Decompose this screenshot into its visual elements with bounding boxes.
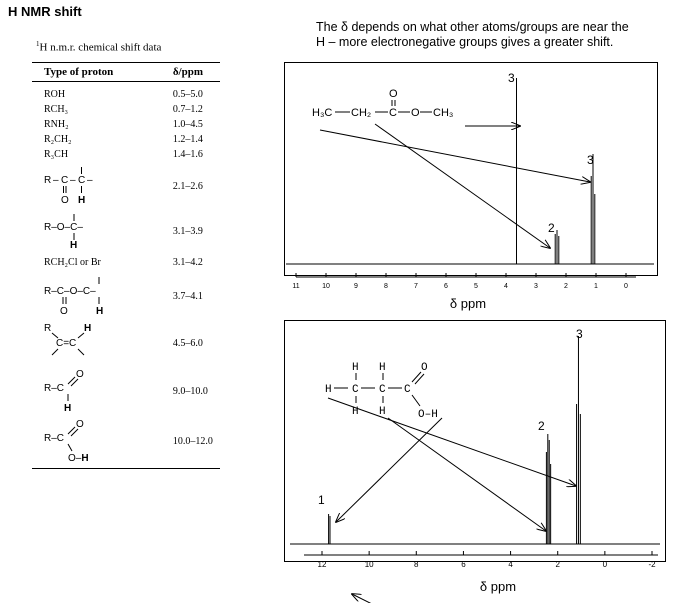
page-title: H NMR shift — [8, 4, 82, 19]
svg-text:R–C: R–C — [44, 432, 65, 444]
proton-type-structure — [32, 416, 159, 468]
table-row — [32, 162, 220, 210]
ester-alpha-structure — [44, 274, 144, 318]
mol-ch3: CH₃ — [433, 107, 454, 119]
axis-tick-label: 6 — [444, 283, 448, 290]
aldehyde-structure — [44, 369, 134, 413]
axis-tick-label: 11 — [292, 283, 300, 290]
proton-type-cell: RNH₂ — [44, 119, 69, 131]
axis-tick-label: 10 — [322, 283, 330, 290]
ketone-alpha-structure — [44, 165, 134, 207]
table-row — [32, 272, 220, 320]
mol-h-bottom-1: H — [352, 406, 359, 418]
proton-type-cell: R₂CH₂ — [44, 134, 72, 146]
table-row — [32, 252, 220, 272]
svg-text:R–C–O–C–: R–C–O–C– — [44, 286, 96, 298]
svg-text:O: O — [76, 418, 84, 430]
mol-o-carbonyl: O — [389, 88, 398, 100]
svg-text:H: H — [84, 323, 92, 335]
shift-cell: 3.7–4.1 — [172, 290, 203, 302]
svg-text:–: – — [53, 175, 59, 187]
axis-tick-label: 9 — [354, 283, 358, 290]
axis-tick-label: 5 — [474, 283, 478, 290]
proton-type-cell: R₃CH — [44, 149, 69, 161]
axis-tick-label: 2 — [555, 560, 560, 569]
spectrum-1-peaks — [517, 78, 595, 264]
mol-h-left: H — [325, 384, 332, 396]
header-proton-type: Type of proton — [32, 62, 159, 81]
shift-cell: 4.5–6.0 — [172, 337, 203, 349]
table-row — [32, 416, 220, 468]
axis-tick-label: 1 — [594, 283, 598, 290]
proton-type-structure — [32, 210, 159, 252]
proton-type-structure — [32, 366, 159, 416]
mol-c3: C — [404, 384, 411, 396]
svg-text:R–O–C–: R–O–C– — [44, 222, 83, 234]
svg-text:O: O — [60, 306, 68, 318]
spectrum-2-ticks — [318, 551, 657, 569]
table-row — [32, 87, 220, 102]
proton-type-structure — [32, 162, 159, 210]
shift-cell: 3.1–3.9 — [172, 225, 203, 237]
shift-cell: 0.5–5.0 — [172, 89, 203, 101]
spectrum-1-ticks — [292, 273, 628, 290]
svg-text:H: H — [64, 403, 72, 414]
axis-tick-label: 4 — [504, 283, 508, 290]
spectrum-1 — [280, 60, 670, 320]
peak-label-cooh: 1 — [318, 493, 325, 507]
explanation-text — [316, 20, 676, 50]
mol-h3c: H₃C — [312, 107, 333, 119]
axis-tick-label: 7 — [414, 283, 418, 290]
explanation-line-2: H – more electronegative groups gives a greater shift. — [316, 35, 614, 49]
carboxylic-acid-structure — [44, 419, 134, 465]
svg-text:O: O — [61, 195, 69, 207]
mol-h-bottom-2: H — [379, 406, 386, 418]
axis-tick-label: -2 — [648, 560, 656, 569]
mol-c: C — [389, 107, 397, 119]
shift-cell: 9.0–10.0 — [172, 385, 208, 397]
shift-data-table — [32, 40, 220, 469]
mol-o-carbonyl: O — [421, 362, 428, 374]
explanation-line-1: The δ depends on what other atoms/groups are near the — [316, 20, 629, 34]
arrow-ch3 — [328, 398, 576, 486]
peak-label-ester-ch3: 3 — [508, 71, 515, 85]
mol-c1: C — [352, 384, 359, 396]
shift-cell: 1.0–4.5 — [172, 119, 203, 131]
mol-oh: O–H — [418, 409, 438, 421]
table-header-row — [32, 62, 220, 81]
shift-cell: 0.7–1.2 — [172, 104, 203, 116]
axis-tick-label: 2 — [564, 283, 568, 290]
proton-type-cell: RCH₃ — [44, 104, 69, 116]
shift-cell: 2.1–2.6 — [172, 180, 203, 192]
table-row — [32, 210, 220, 252]
svg-text:O: O — [76, 369, 84, 381]
svg-text:H: H — [96, 306, 104, 318]
peak-label-ch2: 2 — [548, 221, 555, 235]
mol-o: O — [411, 107, 420, 119]
axis-tick-label: 3 — [534, 283, 538, 290]
axis-tick-label: 8 — [414, 560, 419, 569]
axis-tick-label: 8 — [384, 283, 388, 290]
axis-tick-label: 12 — [317, 560, 327, 569]
proton-type-cell: RCH₂Cl or Br — [44, 256, 101, 268]
svg-text:R: R — [44, 323, 52, 335]
table-row — [32, 102, 220, 117]
peak-label-ch3: 3 — [576, 327, 583, 341]
table-caption — [36, 40, 220, 54]
svg-text:H: H — [70, 240, 78, 251]
methyl-propanoate-structure — [312, 88, 453, 119]
svg-text:–: – — [87, 175, 93, 187]
shift-cell: 10.0–12.0 — [159, 416, 220, 468]
ether-alpha-structure — [44, 212, 134, 250]
caption-superscript: 1 — [36, 40, 40, 48]
proton-type-structure — [32, 320, 159, 366]
spectrum-2 — [280, 318, 680, 603]
propanoic-acid-structure — [325, 362, 438, 421]
svg-text:H: H — [78, 195, 86, 207]
spectrum-2-peaks — [329, 336, 581, 544]
alkene-structure — [44, 323, 134, 363]
svg-text:C=C: C=C — [56, 338, 77, 350]
table-row — [32, 117, 220, 132]
mol-h-top-2: H — [379, 362, 386, 374]
stray-arrow — [352, 594, 372, 603]
axis-tick-label: 6 — [461, 560, 466, 569]
svg-text:O–H: O–H — [68, 452, 89, 464]
proton-type-structure — [32, 272, 159, 320]
shift-table — [32, 62, 220, 469]
spectrum-1-xlabel: δ ppm — [449, 296, 487, 311]
peak-label-ch2: 2 — [538, 419, 545, 433]
axis-tick-label: 0 — [624, 283, 628, 290]
table-row — [32, 366, 220, 416]
svg-text:C: C — [61, 175, 69, 187]
mol-c2: C — [379, 384, 386, 396]
arrow-ethyl-ch3 — [320, 130, 590, 182]
shift-cell: 1.4–1.6 — [172, 149, 203, 161]
shift-cell: 1.2–1.4 — [172, 134, 203, 146]
mol-ch2: CH₂ — [351, 107, 372, 119]
arrow-ch2 — [388, 418, 546, 531]
peak-label-ethyl-ch3: 3 — [587, 153, 594, 167]
svg-text:–: – — [70, 175, 76, 187]
svg-text:C: C — [78, 175, 86, 187]
proton-type-cell: ROH — [44, 89, 66, 101]
header-shift: δ/ppm — [159, 62, 220, 81]
svg-text:R: R — [44, 175, 52, 187]
table-row — [32, 320, 220, 366]
axis-tick-label: 4 — [508, 560, 513, 569]
shift-cell: 3.1–4.2 — [172, 256, 203, 268]
axis-tick-label: 10 — [364, 560, 374, 569]
mol-h-top-1: H — [352, 362, 359, 374]
svg-text:R–C: R–C — [44, 383, 65, 395]
table-row — [32, 132, 220, 147]
caption-text: H n.m.r. chemical shift data — [39, 41, 162, 54]
arrow-cooh — [336, 418, 442, 522]
table-row — [32, 147, 220, 162]
axis-tick-label: 0 — [602, 560, 608, 569]
spectrum-2-xlabel: δ ppm — [479, 579, 517, 594]
arrow-ch2 — [375, 124, 550, 248]
